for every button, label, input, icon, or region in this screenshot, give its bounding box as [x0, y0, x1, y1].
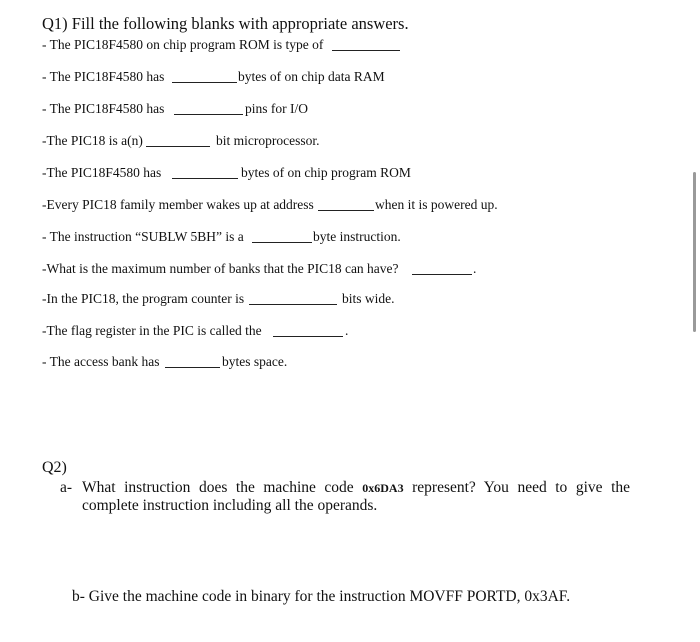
- q2-part-a-question: [82, 479, 630, 515]
- q1-item-1-blank[interactable]: [332, 50, 400, 51]
- q1-item-8-blank[interactable]: [412, 274, 472, 275]
- q1-item-10-text-after: .: [345, 323, 349, 338]
- q1-item-11-text-before: - The access bank has: [42, 354, 160, 369]
- q1-item-6-text-before: -Every PIC18 family member wakes up at address: [42, 197, 314, 212]
- q1-item-11-blank[interactable]: [165, 367, 220, 368]
- q2-part-b: b- Give the machine code in binary for the instruction MOVFF PORTD, 0x3AF.: [72, 588, 571, 605]
- q1-item-2-blank[interactable]: [172, 82, 237, 83]
- q2-part-a-machine-code: 0x6DA3: [362, 481, 404, 495]
- q2-label: Q2): [42, 459, 67, 476]
- q1-item-5-blank[interactable]: [172, 178, 238, 179]
- q1-item-3-text-before: - The PIC18F4580 has: [42, 101, 165, 116]
- q1-title: Q1) Fill the following blanks with appropriate answers.: [42, 14, 409, 33]
- vertical-scrollbar[interactable]: [693, 172, 696, 332]
- q1-item-9-text-before: -In the PIC18, the program counter is: [42, 291, 245, 306]
- q2-part-a-text-before: What instruction does the machine code: [82, 479, 354, 496]
- q1-item-9-blank[interactable]: [249, 304, 337, 305]
- q1-item-5-text-after: bytes of on chip program ROM: [241, 165, 411, 180]
- q1-item-4-blank[interactable]: [146, 146, 210, 147]
- q2-part-a-text-after: represent? You need to give the complete instruction including all the operands.: [82, 479, 631, 514]
- q1-item-6-blank[interactable]: [318, 210, 374, 211]
- q1-item-7-text-before: - The instruction “SUBLW 5BH” is a: [42, 229, 244, 244]
- q1-item-7-text-after: byte instruction.: [313, 229, 401, 244]
- q1-item-11-text-after: bytes space.: [222, 354, 288, 369]
- q1-item-2-text-after: bytes of on chip data RAM: [238, 69, 385, 84]
- q1-item-4-text-before: -The PIC18 is a(n): [42, 133, 143, 148]
- q1-item-10-text-before: -The flag register in the PIC is called the: [42, 323, 262, 338]
- q2-part-a-prefix: a-: [60, 479, 73, 496]
- q1-item-3-blank[interactable]: [174, 114, 243, 115]
- q1-item-7-blank[interactable]: [252, 242, 312, 243]
- q1-item-9-text-after: bits wide.: [342, 291, 395, 306]
- q1-item-8-text-before: -What is the maximum number of banks that the PIC18 can have?: [42, 261, 399, 276]
- q1-item-5-text-before: -The PIC18F4580 has: [42, 165, 162, 180]
- q1-item-1-text: - The PIC18F4580 on chip program ROM is type of: [42, 37, 324, 52]
- q1-item-10-blank[interactable]: [273, 336, 343, 337]
- q1-item-6-text-after: when it is powered up.: [375, 197, 498, 212]
- q1-item-3-text-after: pins for I/O: [245, 101, 308, 116]
- q1-item-4-text-after: bit microprocessor.: [216, 133, 320, 148]
- q1-item-2-text-before: - The PIC18F4580 has: [42, 69, 165, 84]
- q1-item-8-text-after: .: [473, 261, 477, 276]
